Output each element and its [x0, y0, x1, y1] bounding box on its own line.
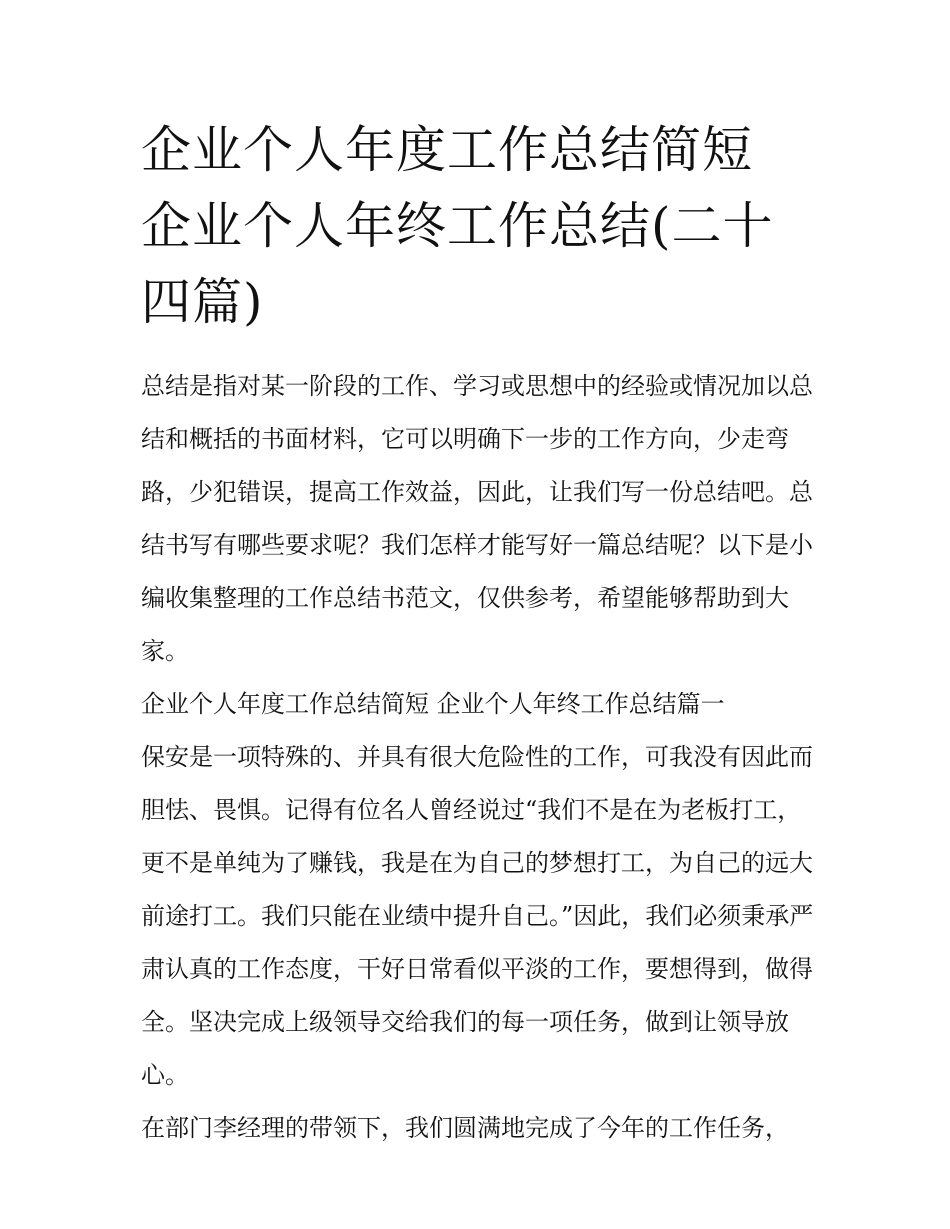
document-title: 企业个人年度工作总结简短 企业个人年终工作总结(二十四篇)	[141, 121, 774, 331]
section-heading: 企业个人年度工作总结简短 企业个人年终工作总结篇一	[141, 690, 725, 718]
body-paragraph-1: 保安是一项特殊的、并具有很大危险性的工作，可我没有因此而胆怯、畏惧。记得有位名人曾经说过“我们不是在为老板打工，更不是单纯为了赚钱，我是在为自己的梦想打工，为自己的远大前途打工。我们只能在业绩中提升自己。”因此，我们必须秉承严肃认真的工作态度，干好日常看似平淡的工作，要想得到，做得全。坚决完成上级领导交给我们的每一项任务，做到让领导放心。	[141, 743, 814, 1089]
intro-paragraph: 总结是指对某一阶段的工作、学习或思想中的经验或情况加以总结和概括的书面材料，它可以明确下一步的工作方向，少走弯路，少犯错误，提高工作效益，因此，让我们写一份总结吧。总结书写有哪些要求呢？我们怎样才能写好一篇总结呢？以下是小编收集整理的工作总结书范文，仅供参考，希望能够帮助到大家。	[141, 372, 813, 665]
body-paragraph-2: 在部门李经理的带领下，我们圆满地完成了今年的工作任务，	[141, 1114, 789, 1142]
document-content	[141, 112, 816, 1155]
